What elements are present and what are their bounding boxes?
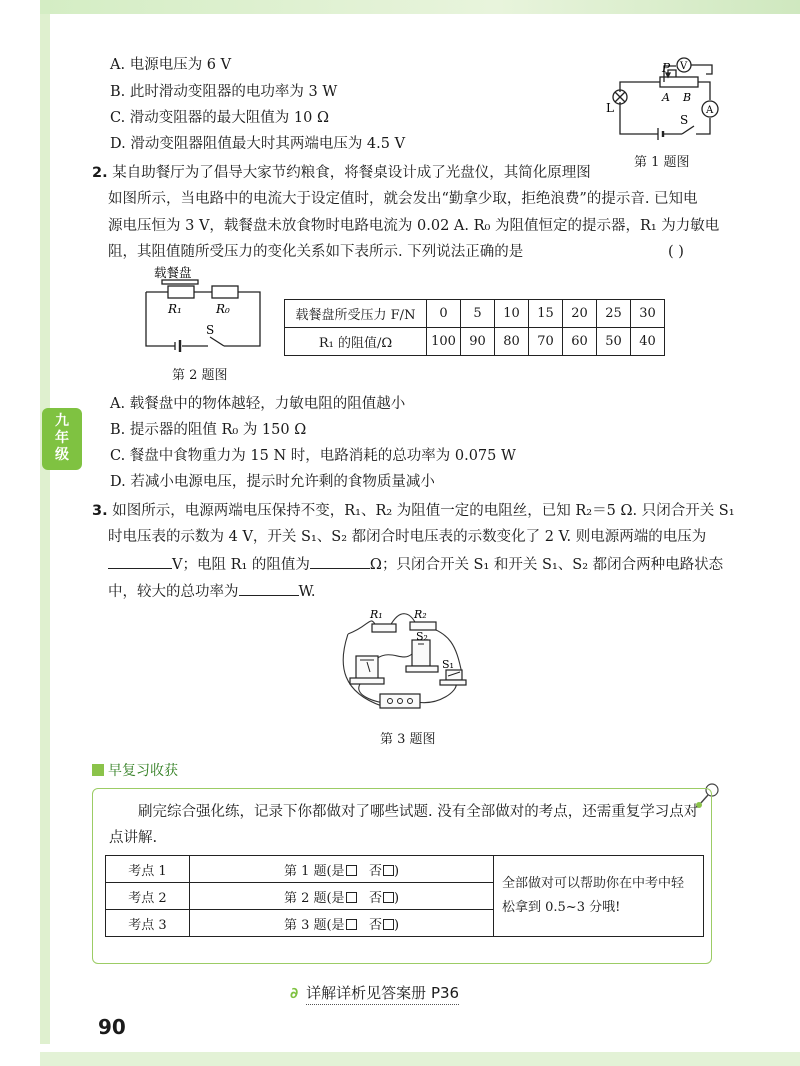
review-question-3-label: 第 3 题(是 <box>283 917 345 933</box>
review-close-2: ) <box>393 890 400 906</box>
q2-line-1 <box>92 163 591 183</box>
q2-resistance-cell: 60 <box>563 328 597 356</box>
q3-blank-power[interactable] <box>239 580 299 596</box>
table-row <box>106 856 704 883</box>
checkbox-yes-2[interactable] <box>346 892 357 903</box>
grade-tab-label: 九年级 <box>55 413 69 463</box>
q2-option-b: B. 提示器的阻值 R₀ 为 150 Ω <box>110 422 307 438</box>
page-number: 90 <box>98 1015 126 1039</box>
q3-blank-voltage[interactable] <box>108 553 172 569</box>
q2-option-c: C. 餐盘中食物重力为 15 N 时，电路消耗的总功率为 0.075 W <box>110 448 516 464</box>
leaf-icon <box>92 764 104 776</box>
checkbox-yes-3[interactable] <box>346 919 357 930</box>
q3-line-1 <box>92 501 735 521</box>
q3-number: 3. <box>92 503 108 519</box>
q2-resistance-cell: 40 <box>631 328 665 356</box>
review-no-3-label: 否 <box>368 917 382 933</box>
review-close-3: ) <box>393 917 400 933</box>
q2-force-cell: 15 <box>529 300 563 328</box>
review-point-1: 考点 1 <box>106 856 190 883</box>
q1-option-b: B. 此时滑动变阻器的电功率为 3 W <box>110 84 338 100</box>
q1-label-lamp: L <box>606 101 614 115</box>
q3-label-r2: R₂ <box>414 608 427 621</box>
checkbox-no-1[interactable] <box>383 865 394 876</box>
table-row <box>285 328 665 356</box>
q1-label-slider: P <box>662 61 671 75</box>
review-question-1 <box>190 856 494 883</box>
review-box <box>92 788 712 964</box>
q2-number: 2. <box>92 165 108 181</box>
q1-label-switch: S <box>680 113 689 127</box>
review-no-1-label: 否 <box>368 863 382 879</box>
answer-reference-text: 详解详析见答案册 P36 <box>306 984 459 1005</box>
checkbox-no-2[interactable] <box>383 892 394 903</box>
answer-reference <box>290 982 459 1003</box>
bottom-decor-bar <box>40 1052 800 1066</box>
checkbox-no-3[interactable] <box>383 919 394 930</box>
q1-option-d: D. 滑动变阻器阻值最大时其两端电压为 4.5 V <box>110 136 406 152</box>
q1-label-ammeter: A <box>706 105 714 116</box>
review-question-1-label: 第 1 题(是 <box>283 863 345 879</box>
q3-blank-r1[interactable] <box>310 553 370 569</box>
q3-text-4a: 中，较大的总功率为 <box>108 584 239 600</box>
q3-text-3a: V；电阻 R₁ 的阻值为 <box>172 557 310 573</box>
q3-apparatus-diagram <box>330 604 480 728</box>
q2-circuit-diagram <box>140 266 270 362</box>
q2-row-header-force: 载餐盘所受压力 F/N <box>285 300 427 328</box>
q2-option-a: A. 载餐盘中的物体越轻，力敏电阻的阻值越小 <box>110 396 406 412</box>
q2-row-header-resistance: R₁ 的阻值/Ω <box>285 328 427 356</box>
table-row <box>285 300 665 328</box>
q1-label-end-b: B <box>683 91 692 104</box>
q2-force-cell: 5 <box>461 300 495 328</box>
q1-circuit-diagram <box>600 52 730 152</box>
grade-tab <box>42 408 82 470</box>
q1-figure-caption: 第 1 题图 <box>634 155 690 170</box>
q2-figure-caption: 第 2 题图 <box>172 368 228 383</box>
review-title-text: 早复习收获 <box>108 763 178 779</box>
q3-text-4b: W. <box>298 584 316 600</box>
q3-line-3 <box>108 553 723 575</box>
q2-resistance-cell: 70 <box>529 328 563 356</box>
q2-label-switch: S <box>206 323 215 337</box>
review-point-2: 考点 2 <box>106 883 190 910</box>
review-question-3 <box>190 910 494 937</box>
q2-resistance-cell: 80 <box>495 328 529 356</box>
q3-line-2: 时电压表的示数为 4 V，开关 S₁、S₂ 都闭合时电压表的示数变化了 2 V. 则电源两端的电压为 <box>108 529 707 545</box>
q2-line-2: 如图所示，当电路中的电流大于设定值时，就会发出“勤拿少取，拒绝浪费”的提示音. 已知电 <box>108 191 698 207</box>
q3-figure-caption: 第 3 题图 <box>380 732 436 747</box>
q1-option-c: C. 滑动变阻器的最大阻值为 10 Ω <box>110 110 329 126</box>
q2-text-1: 某自助餐厅为了倡导大家节约粮食，将餐桌设计成了光盘仪，其简化原理图 <box>112 165 591 181</box>
q1-label-end-a: A <box>662 91 670 104</box>
q2-answer-bracket: ( ) <box>668 244 684 260</box>
checkbox-yes-1[interactable] <box>346 865 357 876</box>
q2-data-table <box>284 299 665 356</box>
review-close-1: ) <box>393 863 400 879</box>
q2-label-r1: R₁ <box>168 302 182 316</box>
q2-force-cell: 20 <box>563 300 597 328</box>
review-section-title <box>92 760 178 780</box>
q3-text-3b: Ω；只闭合开关 S₁ 和开关 S₁、S₂ 都闭合两种电路状态 <box>369 557 724 573</box>
review-question-2-label: 第 2 题(是 <box>283 890 345 906</box>
q2-force-cell: 10 <box>495 300 529 328</box>
q2-resistance-cell: 90 <box>461 328 495 356</box>
q3-text-1: 如图所示，电源两端电压保持不变，R₁、R₂ 为阻值一定的电阻丝，已知 R₂＝5 Ω. 只闭合开关 S₁ <box>112 503 735 519</box>
q2-option-d: D. 若减小电源电压，提示时允许剩的食物质量减小 <box>110 474 435 490</box>
review-table <box>105 855 704 937</box>
review-note: 全部做对可以帮助你在中考中轻松拿到 0.5~3 分哦! <box>494 856 704 937</box>
paperclip-icon: ∂ <box>290 984 299 1002</box>
review-point-3: 考点 3 <box>106 910 190 937</box>
q2-label-tray: 载餐盘 <box>154 266 192 280</box>
q3-line-4 <box>108 580 315 602</box>
q2-resistance-cell: 50 <box>597 328 631 356</box>
q2-force-cell: 25 <box>597 300 631 328</box>
q2-line-4: 阻，其阻值随所受压力的变化关系如下表所示. 下列说法正确的是 <box>108 244 524 260</box>
q2-resistance-cell: 100 <box>427 328 461 356</box>
q1-option-a: A. 电源电压为 6 V <box>110 57 232 73</box>
q2-label-r0: R₀ <box>216 302 230 316</box>
review-no-2-label: 否 <box>368 890 382 906</box>
q1-label-voltmeter: V <box>680 61 688 72</box>
review-question-2 <box>190 883 494 910</box>
q3-label-r1: R₁ <box>370 608 383 621</box>
q2-force-cell: 30 <box>631 300 665 328</box>
q2-line-3: 源电压恒为 3 V，载餐盘未放食物时电路电流为 0.02 A. R₀ 为阻值恒定的提示器，R₁ 为力敏电 <box>108 218 720 234</box>
q3-label-s1: S₁ <box>442 658 454 671</box>
q3-label-s2: S₂ <box>416 630 428 643</box>
left-decor-bar <box>40 14 50 1044</box>
top-decor-bar <box>40 0 800 14</box>
review-intro: 刷完综合强化练，记录下你都做对了哪些试题. 没有全部做对的考点，还需重复学习点对点讲解. <box>109 804 699 846</box>
q2-force-cell: 0 <box>427 300 461 328</box>
